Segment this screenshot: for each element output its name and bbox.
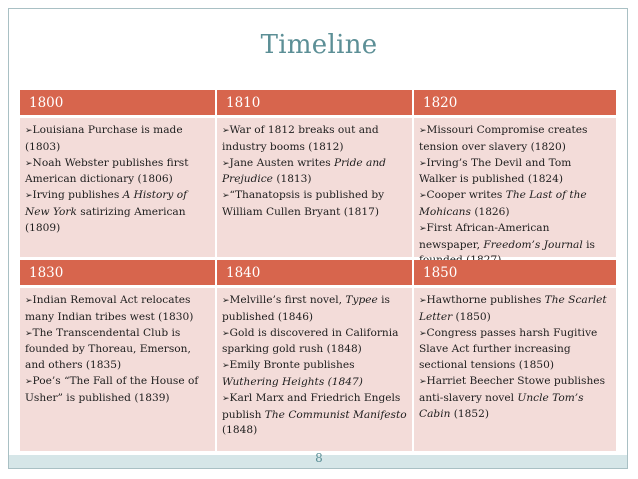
italic-title-text: Uncle Tom’s Cabin <box>419 391 584 420</box>
cell-1850 <box>414 288 616 451</box>
event-item <box>419 156 612 189</box>
arrow-bullet-icon: ➢ <box>222 393 230 404</box>
body-row-1 <box>20 118 616 257</box>
arrow-bullet-icon: ➢ <box>419 158 427 169</box>
event-item <box>222 188 408 221</box>
body-row-2 <box>20 288 616 451</box>
event-item <box>222 293 408 326</box>
header-1840: 1840 <box>217 260 414 285</box>
event-item <box>222 358 408 391</box>
event-item <box>222 391 408 439</box>
arrow-bullet-icon: ➢ <box>419 191 427 202</box>
event-text: First African-American newspaper, <box>419 221 550 251</box>
event-item <box>25 123 211 156</box>
event-text: The Transcendental Club is founded by Thoreau, Emerson, and others (1835) <box>25 326 191 372</box>
event-text: satirizing American (1809) <box>25 205 186 234</box>
event-text: Cooper writes <box>426 189 506 202</box>
event-item <box>25 374 211 407</box>
header-1830: 1830 <box>20 260 217 285</box>
cell-1820 <box>414 118 616 257</box>
event-item <box>222 156 408 189</box>
event-text: Louisiana Purchase is made (1803) <box>25 124 183 153</box>
italic-title-text: Pride and Prejudice <box>222 156 386 186</box>
arrow-bullet-icon: ➢ <box>419 223 427 234</box>
header-1800: 1800 <box>20 90 217 115</box>
event-text: Noah Webster publishes first American dictionary (1806) <box>25 156 189 186</box>
event-text: Karl Marx and Friedrich Engels publish <box>222 391 401 421</box>
arrow-bullet-icon: ➢ <box>222 191 230 202</box>
arrow-bullet-icon: ➢ <box>222 296 230 306</box>
arrow-bullet-icon: ➢ <box>419 296 427 306</box>
event-text: Poe’s “The Fall of the House of Usher” is published (1839) <box>25 374 199 404</box>
event-item <box>419 293 612 326</box>
arrow-bullet-icon: ➢ <box>25 158 33 169</box>
arrow-bullet-icon: ➢ <box>25 191 33 202</box>
slide-title: Timeline <box>260 30 378 60</box>
arrow-bullet-icon: ➢ <box>222 361 230 372</box>
italic-title-text: The Last of the Mohicans <box>419 189 587 218</box>
italic-title-text: The Scarlet Letter <box>419 294 607 323</box>
arrow-bullet-icon: ➢ <box>25 296 33 306</box>
event-text: Hawthorne publishes <box>426 294 545 306</box>
italic-title-text: Typee <box>345 294 378 306</box>
italic-title-text: Wuthering Heights (1847) <box>222 375 363 388</box>
header-1850: 1850 <box>414 260 616 285</box>
cell-1840 <box>217 288 414 451</box>
event-text: is <box>586 238 595 251</box>
event-text: (1850) <box>452 310 491 323</box>
event-item <box>25 326 211 374</box>
arrow-bullet-icon: ➢ <box>25 376 33 387</box>
header-row-2 <box>20 260 616 285</box>
cell-1830 <box>20 288 217 451</box>
event-text: Melville’s first novel, <box>229 294 346 306</box>
italic-title-text: A History of New York <box>25 189 188 218</box>
event-item <box>419 123 612 156</box>
cell-1800 <box>20 118 217 257</box>
cell-1810 <box>217 118 414 257</box>
arrow-bullet-icon: ➢ <box>25 328 33 339</box>
event-text: Emily Bronte publishes <box>229 359 355 372</box>
event-item <box>419 374 612 422</box>
event-item <box>222 326 408 359</box>
arrow-bullet-icon: ➢ <box>419 126 427 136</box>
timeline-table <box>20 90 616 451</box>
event-text: Jane Austen writes <box>229 156 335 169</box>
arrow-bullet-icon: ➢ <box>419 376 427 387</box>
event-item <box>419 326 612 374</box>
event-item <box>419 188 612 221</box>
page-number: 8 <box>315 451 323 465</box>
event-text: Congress passes harsh Fugitive Slave Act further increasing sectional tensions (1850) <box>419 326 598 372</box>
arrow-bullet-icon: ➢ <box>222 328 230 339</box>
event-item <box>25 188 211 236</box>
event-text: “Thanatopsis is published by William Cullen Bryant (1817) <box>222 189 385 218</box>
arrow-bullet-icon: ➢ <box>25 126 33 136</box>
event-text: (1826) <box>470 205 510 218</box>
event-text: Harriet Beecher Stowe publishes anti-slavery novel <box>419 374 606 404</box>
header-row-1 <box>20 90 616 115</box>
event-text: Gold is discovered in California sparking gold rush (1848) <box>222 326 399 356</box>
arrow-bullet-icon: ➢ <box>222 158 230 169</box>
arrow-bullet-icon: ➢ <box>419 328 427 339</box>
header-1820: 1820 <box>414 90 616 115</box>
event-text: (1813) <box>272 173 312 186</box>
event-text: Missouri Compromise creates tension over slavery (1820) <box>419 124 588 153</box>
event-item <box>222 123 408 156</box>
header-1810: 1810 <box>217 90 414 115</box>
event-text: Indian Removal Act relocates many Indian tribes west (1830) <box>25 294 194 323</box>
arrow-bullet-icon: ➢ <box>222 126 230 136</box>
event-text: (1848) <box>222 424 258 437</box>
event-text: Irving’s The Devil and Tom Walker is published (1824) <box>419 156 572 186</box>
italic-title-text: The Communist Manifesto <box>264 408 407 421</box>
event-text: (1852) <box>450 407 490 420</box>
event-text: is published (1846) <box>222 294 390 323</box>
event-item <box>25 293 211 326</box>
event-item <box>25 156 211 189</box>
event-text: War of 1812 breaks out and industry booms (1812) <box>222 124 379 153</box>
italic-title-text: Freedom’s Journal <box>483 238 583 251</box>
event-text: Irving publishes <box>32 189 123 202</box>
